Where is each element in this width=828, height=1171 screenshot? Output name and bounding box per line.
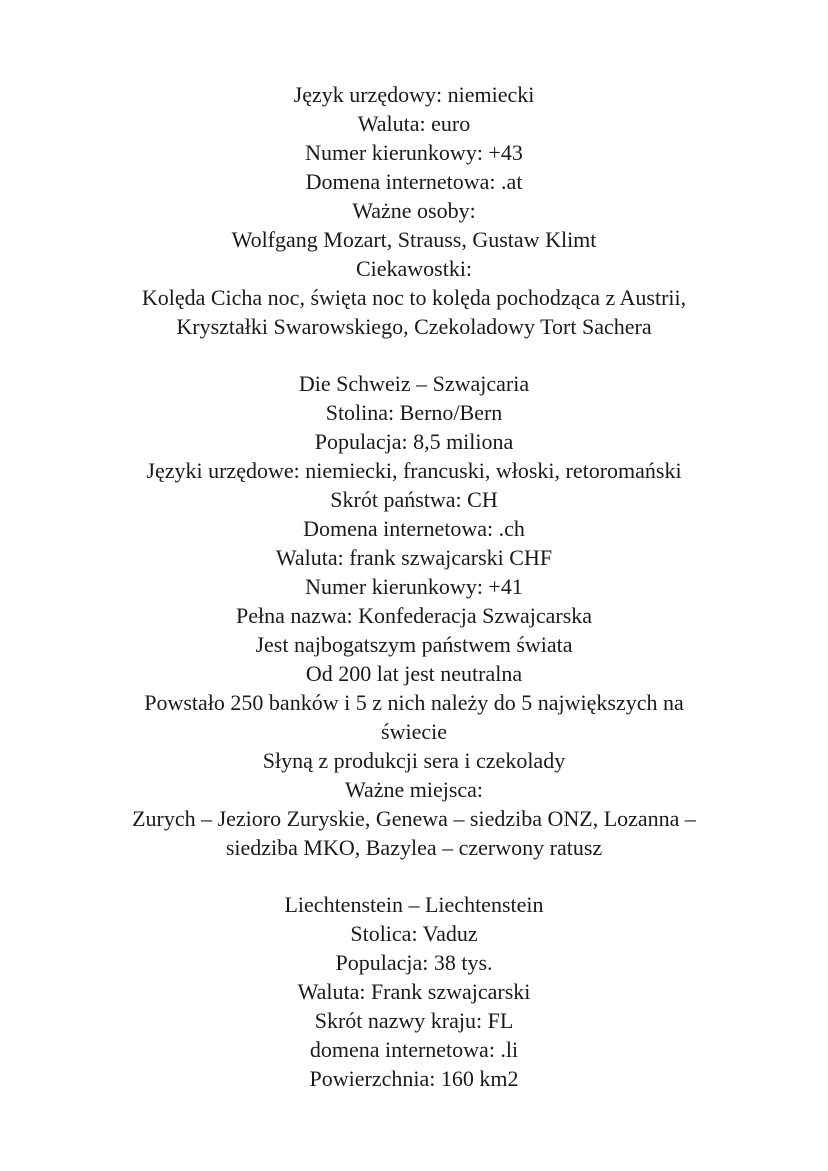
text-line: Populacja: 38 tys. — [335, 950, 493, 975]
text-line: siedziba MKO, Bazylea – czerwony ratusz — [225, 835, 603, 860]
text-line: Język urzędowy: niemiecki — [293, 82, 535, 107]
text-line: Skrót nazwy kraju: FL — [314, 1008, 514, 1033]
text-line: Wolfgang Mozart, Strauss, Gustaw Klimt — [231, 227, 597, 252]
text-line: Kolęda Cicha noc, święta noc to kolęda pochodząca z Austrii, — [141, 285, 687, 310]
text-line: domena internetowa: .li — [309, 1037, 519, 1062]
text-line: Języki urzędowe: niemiecki, francuski, włoski, retoromański — [146, 458, 682, 483]
section-austria — [0, 80, 828, 341]
text-line: świecie — [381, 719, 447, 744]
text-line: Skrót państwa: CH — [330, 487, 498, 512]
text-line: Domena internetowa: .at — [305, 169, 523, 194]
text-line: Stolina: Berno/Bern — [325, 400, 503, 425]
text-line: Ważne miejsca: — [344, 777, 484, 802]
text-line: Słyną z produkcji sera i czekolady — [262, 748, 566, 773]
text-line: Zurych – Jezioro Zuryskie, Genewa – siedziba ONZ, Lozanna – — [132, 806, 696, 831]
text-line: Waluta: Frank szwajcarski — [297, 979, 531, 1004]
text-line: Liechtenstein – Liechtenstein — [284, 892, 544, 917]
document-page — [0, 80, 828, 1121]
text-line: Die Schweiz – Szwajcaria — [298, 371, 530, 396]
text-line: Od 200 lat jest neutralna — [305, 661, 523, 686]
text-line: Domena internetowa: .ch — [303, 516, 525, 541]
text-line: Stolica: Vaduz — [350, 921, 478, 946]
text-line: Jest najbogatszym państwem świata — [255, 632, 573, 657]
section-liechtenstein — [0, 890, 828, 1093]
text-line: Numer kierunkowy: +43 — [305, 140, 523, 165]
text-line: Ważne osoby: — [352, 198, 476, 223]
text-line: Numer kierunkowy: +41 — [305, 574, 523, 599]
text-line: Powierzchnia: 160 km2 — [309, 1066, 519, 1091]
text-line: Kryształki Swarowskiego, Czekoladowy Tort Sachera — [176, 314, 652, 339]
text-line: Waluta: frank szwajcarski CHF — [275, 545, 553, 570]
text-line: Populacja: 8,5 miliona — [314, 429, 514, 454]
section-switzerland — [0, 369, 828, 862]
text-line: Waluta: euro — [357, 111, 471, 136]
text-line: Ciekawostki: — [355, 256, 473, 281]
text-line: Powstało 250 banków i 5 z nich należy do 5 największych na — [144, 690, 684, 715]
text-line: Pełna nazwa: Konfederacja Szwajcarska — [235, 603, 593, 628]
